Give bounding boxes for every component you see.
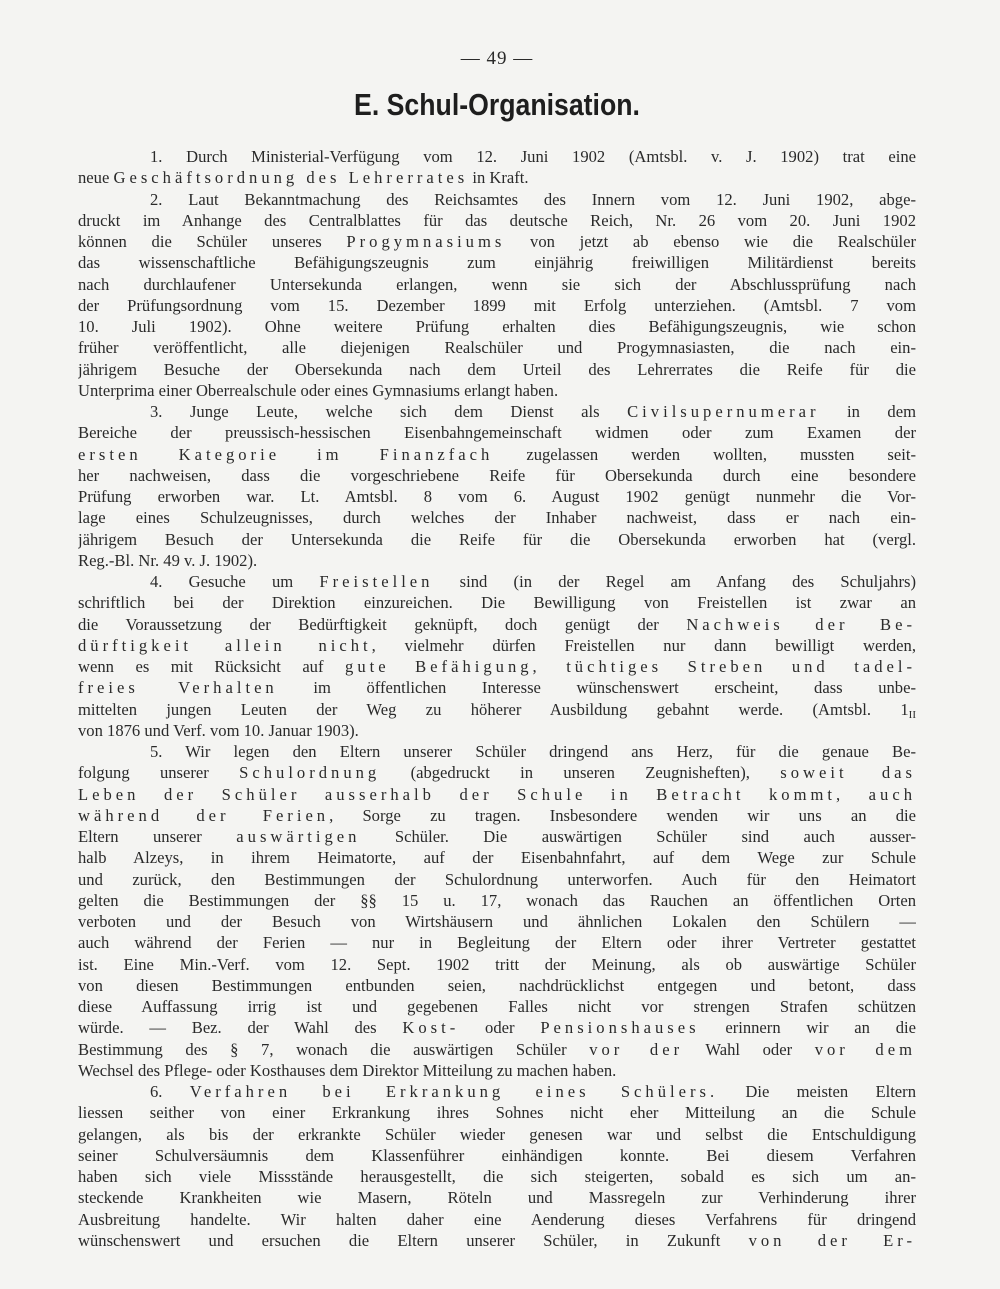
text-line [78, 911, 916, 932]
emphasized-text: soweit das [780, 763, 916, 783]
text-segment: 10. Juli 1902). Ohne weitere Prüfung erhalten dies Befähigungszeugnis, wie schon [78, 317, 916, 336]
emphasized-text: Schulordnung [239, 763, 381, 783]
text-line [78, 1081, 916, 1102]
emphasized-text: Kost- [402, 1018, 460, 1038]
text-line [78, 592, 916, 613]
text-segment: halb Alzeys, in ihrem Heimatorte, auf der Eisenbahnfahrt, auf dem Wege zur Schule [78, 848, 916, 868]
emphasized-text: freies Verhalten [78, 678, 278, 698]
emphasized-text: Verfahren bei Erkrankung eines Schülers. [189, 1082, 719, 1101]
text-line [78, 380, 916, 401]
text-line [78, 401, 916, 422]
text-segment: lage eines Schulzeugnisses, durch welches der Inhaber nachweist, dass er nach ein- [78, 508, 916, 528]
text-segment: Schüler. Die auswärtigen Schüler sind auch ausser- [360, 827, 916, 846]
emphasized-text: dürftigkeit allein nicht [78, 635, 372, 655]
text-segment: von jetzt ab ebenso wie die Realschüler [505, 232, 916, 251]
text-segment: Reg.-Bl. Nr. 49 v. J. 1902). [78, 550, 258, 570]
text-segment: sind (in der Regel am Anfang des Schuljahrs) [433, 572, 916, 591]
text-segment: 3. Junge Leute, welche sich dem Dienst als [150, 402, 628, 421]
text-line [78, 486, 916, 507]
text-line [78, 422, 916, 443]
text-segment: 2. Laut Bekanntmachung des Reichsamtes des Innern vom 12. Juni 1902, abge- [150, 189, 916, 209]
text-line [78, 1187, 916, 1208]
text-line [78, 210, 916, 231]
text-segment: im öffentlichen Interesse wünschenswert erscheint, dass unbe- [277, 678, 916, 698]
text-line [78, 529, 916, 550]
text-segment: Bereiche der preussisch-hessischen Eisenbahngemeinschaft widmen oder zum Examen der [78, 423, 916, 443]
text-line [78, 741, 916, 762]
text-line [78, 252, 916, 273]
text-line [78, 847, 916, 868]
text-segment: zugelassen werden wollten, mussten seit- [493, 444, 916, 464]
text-line [78, 1017, 916, 1038]
text-segment: wünschenswert und ersuchen die Eltern unserer Schüler, in Zukunft [78, 1230, 749, 1250]
section-heading: E. Schul-Organisation. [354, 87, 640, 122]
text-segment: Eltern unserer [78, 827, 237, 846]
text-segment: jährigem Besuch der Untersekunda die Reife für die Obersekunda erworben hat (vergl. [78, 529, 916, 549]
body-text [78, 146, 916, 1251]
text-segment: jährigem Besuche der Obersekunda nach dem Urteil des Lehrerrates die Reife für die [78, 359, 916, 379]
text-segment: 6. [150, 1082, 190, 1101]
text-line [78, 826, 916, 847]
text-line [78, 1145, 916, 1166]
text-line [78, 699, 916, 720]
text-segment: in Kraft. [468, 168, 529, 188]
text-segment: ist. Eine Min.-Verf. vom 12. Sept. 1902 tritt der Meinung, als ob auswärtige Schüler [78, 954, 916, 974]
text-line [78, 231, 916, 252]
text-line [78, 295, 916, 316]
text-line [78, 890, 916, 911]
text-segment: wenn es mit Rücksicht auf [78, 657, 346, 676]
text-segment: der Prüfungsordnung vom 15. Dezember 1899 mit Erfolg unterziehen. (Amtsbl. 7 vom [78, 295, 916, 315]
text-line [78, 932, 916, 953]
text-segment: würde. — Bez. der Wahl des [78, 1018, 403, 1038]
text-line [78, 1102, 916, 1123]
text-segment: Unterprima einer Oberrealschule oder eines Gymnasiums erlangt haben. [78, 380, 559, 400]
text-segment: auch während der Ferien — nur in Begleitung der Eltern oder ihrer Vertreter gestattet [78, 933, 916, 953]
text-segment: Wahl oder [683, 1039, 815, 1059]
emphasized-text: gute Befähigung, tüchtiges Streben und tadel- [345, 657, 916, 676]
text-segment: , vielmehr dürfen Freistellen nur dann bewilligt werden, [371, 635, 916, 655]
text-line [78, 762, 916, 783]
text-segment: 4. Gesuche um [150, 572, 320, 591]
text-segment: 5. Wir legen den Eltern unserer Schüler dringend ans Herz, für die genaue Be- [150, 742, 916, 761]
emphasized-text: von der Er- [748, 1230, 916, 1250]
text-line [78, 550, 916, 571]
text-line [78, 635, 916, 656]
text-segment: neue [78, 168, 114, 188]
emphasized-text: Nachweis der Be- [686, 614, 916, 634]
text-segment: II [908, 708, 916, 720]
text-segment: Wechsel des Pflege- oder Kosthauses dem Direktor Mitteilung zu machen haben. [78, 1060, 617, 1080]
text-segment: nach durchlaufener Untersekunda erlangen, wenn sie sich der Abschlussprüfung nach [78, 274, 916, 294]
text-segment: gelangen, als bis der erkrankte Schüler wieder genesen war und selbst die Entschuldigung [78, 1124, 916, 1144]
text-segment: steckende Krankheiten wie Masern, Röteln und Massregeln zur Verhinderung ihrer [78, 1188, 916, 1208]
text-segment: folgung unserer [78, 763, 240, 783]
text-segment: Bestimmung des § 7, wonach die auswärtigen Schüler [78, 1039, 590, 1059]
text-line [78, 571, 916, 592]
text-line [78, 359, 916, 380]
text-segment: von diesen Bestimmungen entbunden seien, nachdrücklichst entgegen und betont, dass [78, 975, 916, 995]
text-segment: seiner Schulversäumnis dem Klassenführer einhändigen konnte. Bei diesem Verfahren [78, 1145, 916, 1165]
text-segment: Ausbreitung handelte. Wir halten daher eine Aenderung dieses Verfahrens für dringend [78, 1209, 916, 1229]
text-line [78, 507, 916, 528]
text-segment: liessen seither von einer Erkrankung ihres Sohnes nicht eher Mitteilung an die Schule [78, 1103, 916, 1123]
text-line [78, 720, 916, 741]
text-line [78, 975, 916, 996]
text-line [78, 1124, 916, 1145]
text-line [78, 954, 916, 975]
emphasized-text: Leben der Schüler ausserhalb der Schule in Betracht kommt, auch [78, 784, 916, 804]
text-line [78, 805, 916, 826]
text-segment: gelten die Bestimmungen der §§ 15 u. 17, wonach das Rauchen an öffentlichen Orten [78, 890, 916, 910]
text-line [78, 1209, 916, 1230]
text-line [78, 1230, 916, 1251]
emphasized-text: während der Ferien [78, 805, 330, 825]
text-segment: verboten und der Besuch von Wirtshäusern und ähnlichen Lokalen den Schülern — [78, 912, 916, 931]
text-line [78, 869, 916, 890]
text-line [78, 656, 916, 677]
text-segment: diese Auffassung irrig ist und gegebenen Falles nicht vor strengen Strafen schützen [78, 997, 916, 1016]
emphasized-text: Geschäftsordnung des Lehrerrates [113, 168, 469, 188]
document-page [78, 46, 916, 1266]
text-line [78, 316, 916, 337]
text-segment: Prüfung erworben war. Lt. Amtsbl. 8 vom 6. August 1902 genügt nunmehr die Vor- [78, 487, 916, 506]
text-segment: , Sorge zu tragen. Insbesondere wenden wir uns an die [329, 805, 916, 825]
text-segment: und zurück, den Bestimmungen der Schulordnung unterworfen. Auch für den Heimatort [78, 869, 916, 889]
text-segment: das wissenschaftliche Befähigungszeugnis zum einjährig freiwilligen Militärdienst bereits [78, 253, 916, 273]
text-line [78, 146, 916, 167]
text-segment: erinnern wir an die [699, 1018, 916, 1038]
text-segment: in dem [819, 402, 916, 421]
text-segment: mittelten jungen Leuten der Weg zu höherer Ausbildung gebahnt werde. (Amtsbl. 1 [78, 699, 909, 719]
text-line [78, 614, 916, 635]
text-line [78, 1166, 916, 1187]
text-segment: oder [459, 1018, 541, 1038]
text-line [78, 444, 916, 465]
text-line [78, 274, 916, 295]
text-line [78, 337, 916, 358]
page-number: — 49 — [460, 48, 534, 69]
text-segment: die Voraussetzung der Bedürftigkeit geknüpft, doch genügt der [78, 614, 687, 634]
emphasized-text: ersten Kategorie im Finanzfach [78, 444, 494, 464]
emphasized-text: vor der [589, 1039, 684, 1059]
emphasized-text: Freistellen [319, 572, 434, 591]
text-segment: können die Schüler unseres [78, 232, 347, 251]
text-segment: haben sich viele Missstände herausgestellt, die sich steigerten, sobald es sich um an- [78, 1167, 916, 1186]
text-segment: (abgedruckt in unseren Zeugnisheften), [380, 763, 781, 783]
text-line [78, 677, 916, 698]
text-line [78, 189, 916, 210]
text-line [78, 1060, 916, 1081]
text-line [78, 465, 916, 486]
emphasized-text: Civilsupernumerar [627, 402, 820, 421]
text-line [78, 996, 916, 1017]
emphasized-text: Pensionshauses [540, 1018, 700, 1038]
text-segment: von 1876 und Verf. vom 10. Januar 1903). [78, 720, 359, 740]
text-segment: früher veröffentlicht, alle diejenigen Realschüler und Progymnasiasten, die nach ein- [78, 338, 916, 358]
text-line [78, 1039, 916, 1060]
text-segment: Die meisten Eltern [718, 1082, 916, 1101]
emphasized-text: auswärtigen [236, 827, 361, 846]
text-segment: 1. Durch Ministerial-Verfügung vom 12. Juni 1902 (Amtsbl. v. J. 1902) trat eine [150, 147, 916, 166]
emphasized-text: vor dem [814, 1039, 916, 1059]
text-line [78, 784, 916, 805]
emphasized-text: Progymnasiums [346, 232, 506, 251]
text-segment: schriftlich bei der Direktion einzureichen. Die Bewilligung von Freistellen ist zwar an [78, 593, 916, 613]
text-line [78, 167, 916, 188]
text-segment: her nachweisen, dass die vorgeschriebene Reife für Obersekunda durch eine besondere [78, 465, 916, 485]
text-segment: druckt im Anhange des Centralblattes für das deutsche Reich, Nr. 26 vom 20. Juni 1902 [78, 210, 916, 230]
